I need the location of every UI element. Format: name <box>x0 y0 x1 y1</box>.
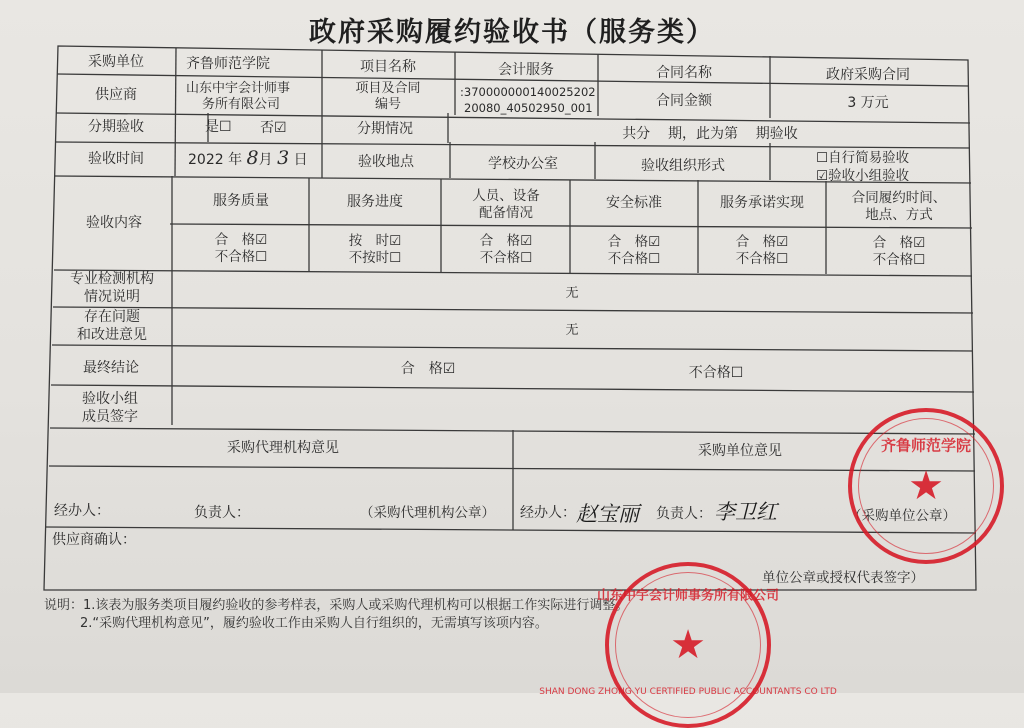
label-contract-name: 合同名称 <box>656 65 712 81</box>
accept-time-month: 8 <box>246 147 259 169</box>
label-buyer-handler: 经办人： <box>520 505 576 521</box>
criterion-fail: 不合格☐ <box>479 250 533 266</box>
firm-seal-en-text: SHAN DONG ZHONG YU CERTIFIED PUBLIC ACCOUNTANTS CO LTD <box>539 687 837 698</box>
label-agency-leader: 负责人： <box>194 505 250 521</box>
criterion-pass: 合 格☑ <box>607 234 661 250</box>
value-contract-name: 政府采购合同 <box>826 67 910 83</box>
label-project-name: 项目名称 <box>360 59 416 75</box>
criterion-fail: 不合格☐ <box>872 252 926 268</box>
accept-time-month-suffix: 月 <box>258 152 273 168</box>
criterion-fail: 不合格☐ <box>735 251 789 267</box>
label-buyer-seal: （采购单位公章） <box>848 508 956 524</box>
label-buyer-leader: 负责人： <box>656 506 712 522</box>
value-phased-yes: 是☐ <box>205 119 232 135</box>
label-prof-inst-line1: 专业检测机构 <box>70 271 154 287</box>
school-seal-text: 齐鲁师范学院 <box>880 436 972 455</box>
label-contract-no-line2: 编号 <box>374 97 402 112</box>
label-final: 最终结论 <box>83 360 139 376</box>
criteria-group <box>213 188 946 268</box>
label-supplier-confirm: 供应商确认： <box>52 532 136 548</box>
label-prof-inst-line2: 情况说明 <box>84 289 140 305</box>
criterion-fail: 不合格☐ <box>607 251 661 267</box>
accept-time-day: 3 <box>277 147 290 169</box>
label-issues-line2: 和改进意见 <box>77 327 147 343</box>
value-accept-place: 学校办公室 <box>488 156 558 172</box>
label-contract-no-line1: 项目及合同 <box>355 81 421 96</box>
label-agency-opinion: 采购代理机构意见 <box>227 440 339 456</box>
value-supplier-line2: 务所有限公司 <box>202 97 281 112</box>
label-phased: 分期验收 <box>88 119 144 135</box>
label-supplier-seal: 单位公章或授权代表签字） <box>762 570 924 586</box>
value-form-opt2: ☑验收小组验收 <box>816 168 910 184</box>
label-members-line2: 成员签字 <box>82 409 138 425</box>
label-phase-info: 分期情况 <box>357 121 413 137</box>
firm-seal <box>539 562 837 728</box>
label-issues-line1: 存在问题 <box>84 309 140 325</box>
handler-signature: 赵宝丽 <box>576 502 639 526</box>
label-agency-handler: 经办人： <box>54 503 110 519</box>
note-2: 2.“采购代理机构意见”，履约验收工作由采购人自行组织的，无需填写该项内容。 <box>80 616 548 631</box>
note-1: 说明：1.该表为服务类项目履约验收的参考样表，采购人或采购代理机构可以根据工作实际进行调整。 <box>44 598 629 613</box>
criterion-header-line2: 配备情况 <box>479 205 533 221</box>
firm-seal-text: 山东中宇会计师事务所有限公司 <box>596 588 780 604</box>
criterion-header: 合同履约时间、 <box>851 190 947 206</box>
value-final-pass: 合 格☑ <box>400 361 456 377</box>
value-contract-no-line1: :370000000140025202 <box>460 85 596 99</box>
seal-star-icon: ★ <box>670 622 706 668</box>
value-supplier-line1: 山东中宇会计师事 <box>186 81 291 96</box>
school-seal <box>848 408 1004 564</box>
criterion-header: 安全标准 <box>606 195 662 211</box>
table-border <box>44 46 976 590</box>
criterion-pass: 合 格☑ <box>872 235 926 251</box>
leader-signature: 李卫红 <box>714 500 777 524</box>
criterion-header: 服务进度 <box>347 194 403 210</box>
criterion-header-line2: 地点、方式 <box>865 207 933 223</box>
label-buyer-opinion: 采购单位意见 <box>698 443 782 459</box>
criterion-fail: 不合格☐ <box>214 249 268 265</box>
value-final-fail: 不合格☐ <box>688 365 744 381</box>
value-accept-time <box>188 147 308 169</box>
label-accept-place: 验收地点 <box>358 154 414 170</box>
label-members-line1: 验收小组 <box>82 391 138 407</box>
label-buyer: 采购单位 <box>88 54 144 70</box>
label-accept-time: 验收时间 <box>88 151 144 167</box>
criterion-header: 服务质量 <box>213 193 269 209</box>
value-buyer: 齐鲁师范学院 <box>186 56 270 72</box>
form-title: 政府采购履约验收书（服务类） <box>309 17 715 48</box>
value-issues: 无 <box>565 323 579 338</box>
criterion-fail: 不按时☐ <box>348 250 402 266</box>
accept-time-year: 2022 年 <box>188 152 243 168</box>
value-contract-amount: 3 万元 <box>847 95 889 111</box>
criterion-header: 人员、设备 <box>472 188 540 204</box>
label-contract-amount: 合同金额 <box>656 93 712 109</box>
value-phased-no: 否☑ <box>260 120 287 136</box>
value-prof-inst: 无 <box>565 286 579 301</box>
value-form-opt1: ☐自行简易验收 <box>816 150 910 166</box>
label-accept-org-form: 验收组织形式 <box>641 158 725 174</box>
criterion-pass: 按 时☑ <box>348 233 402 249</box>
criterion-pass: 合 格☑ <box>479 233 533 249</box>
label-accept-content: 验收内容 <box>86 215 142 231</box>
seal-star-icon: ★ <box>908 463 944 509</box>
criterion-pass: 合 格☑ <box>214 232 268 248</box>
label-supplier: 供应商 <box>95 87 137 103</box>
label-agency-seal: （采购代理机构公章） <box>360 505 495 521</box>
accept-time-day-suffix: 日 <box>293 152 308 168</box>
criterion-header: 服务承诺实现 <box>720 195 804 211</box>
value-phase-info: 共分 期，此为第 期验收 <box>622 126 798 142</box>
value-contract-no-line2: 20080_40502950_001 <box>464 101 593 115</box>
value-project-name: 会计服务 <box>498 62 554 78</box>
criterion-pass: 合 格☑ <box>735 234 789 250</box>
